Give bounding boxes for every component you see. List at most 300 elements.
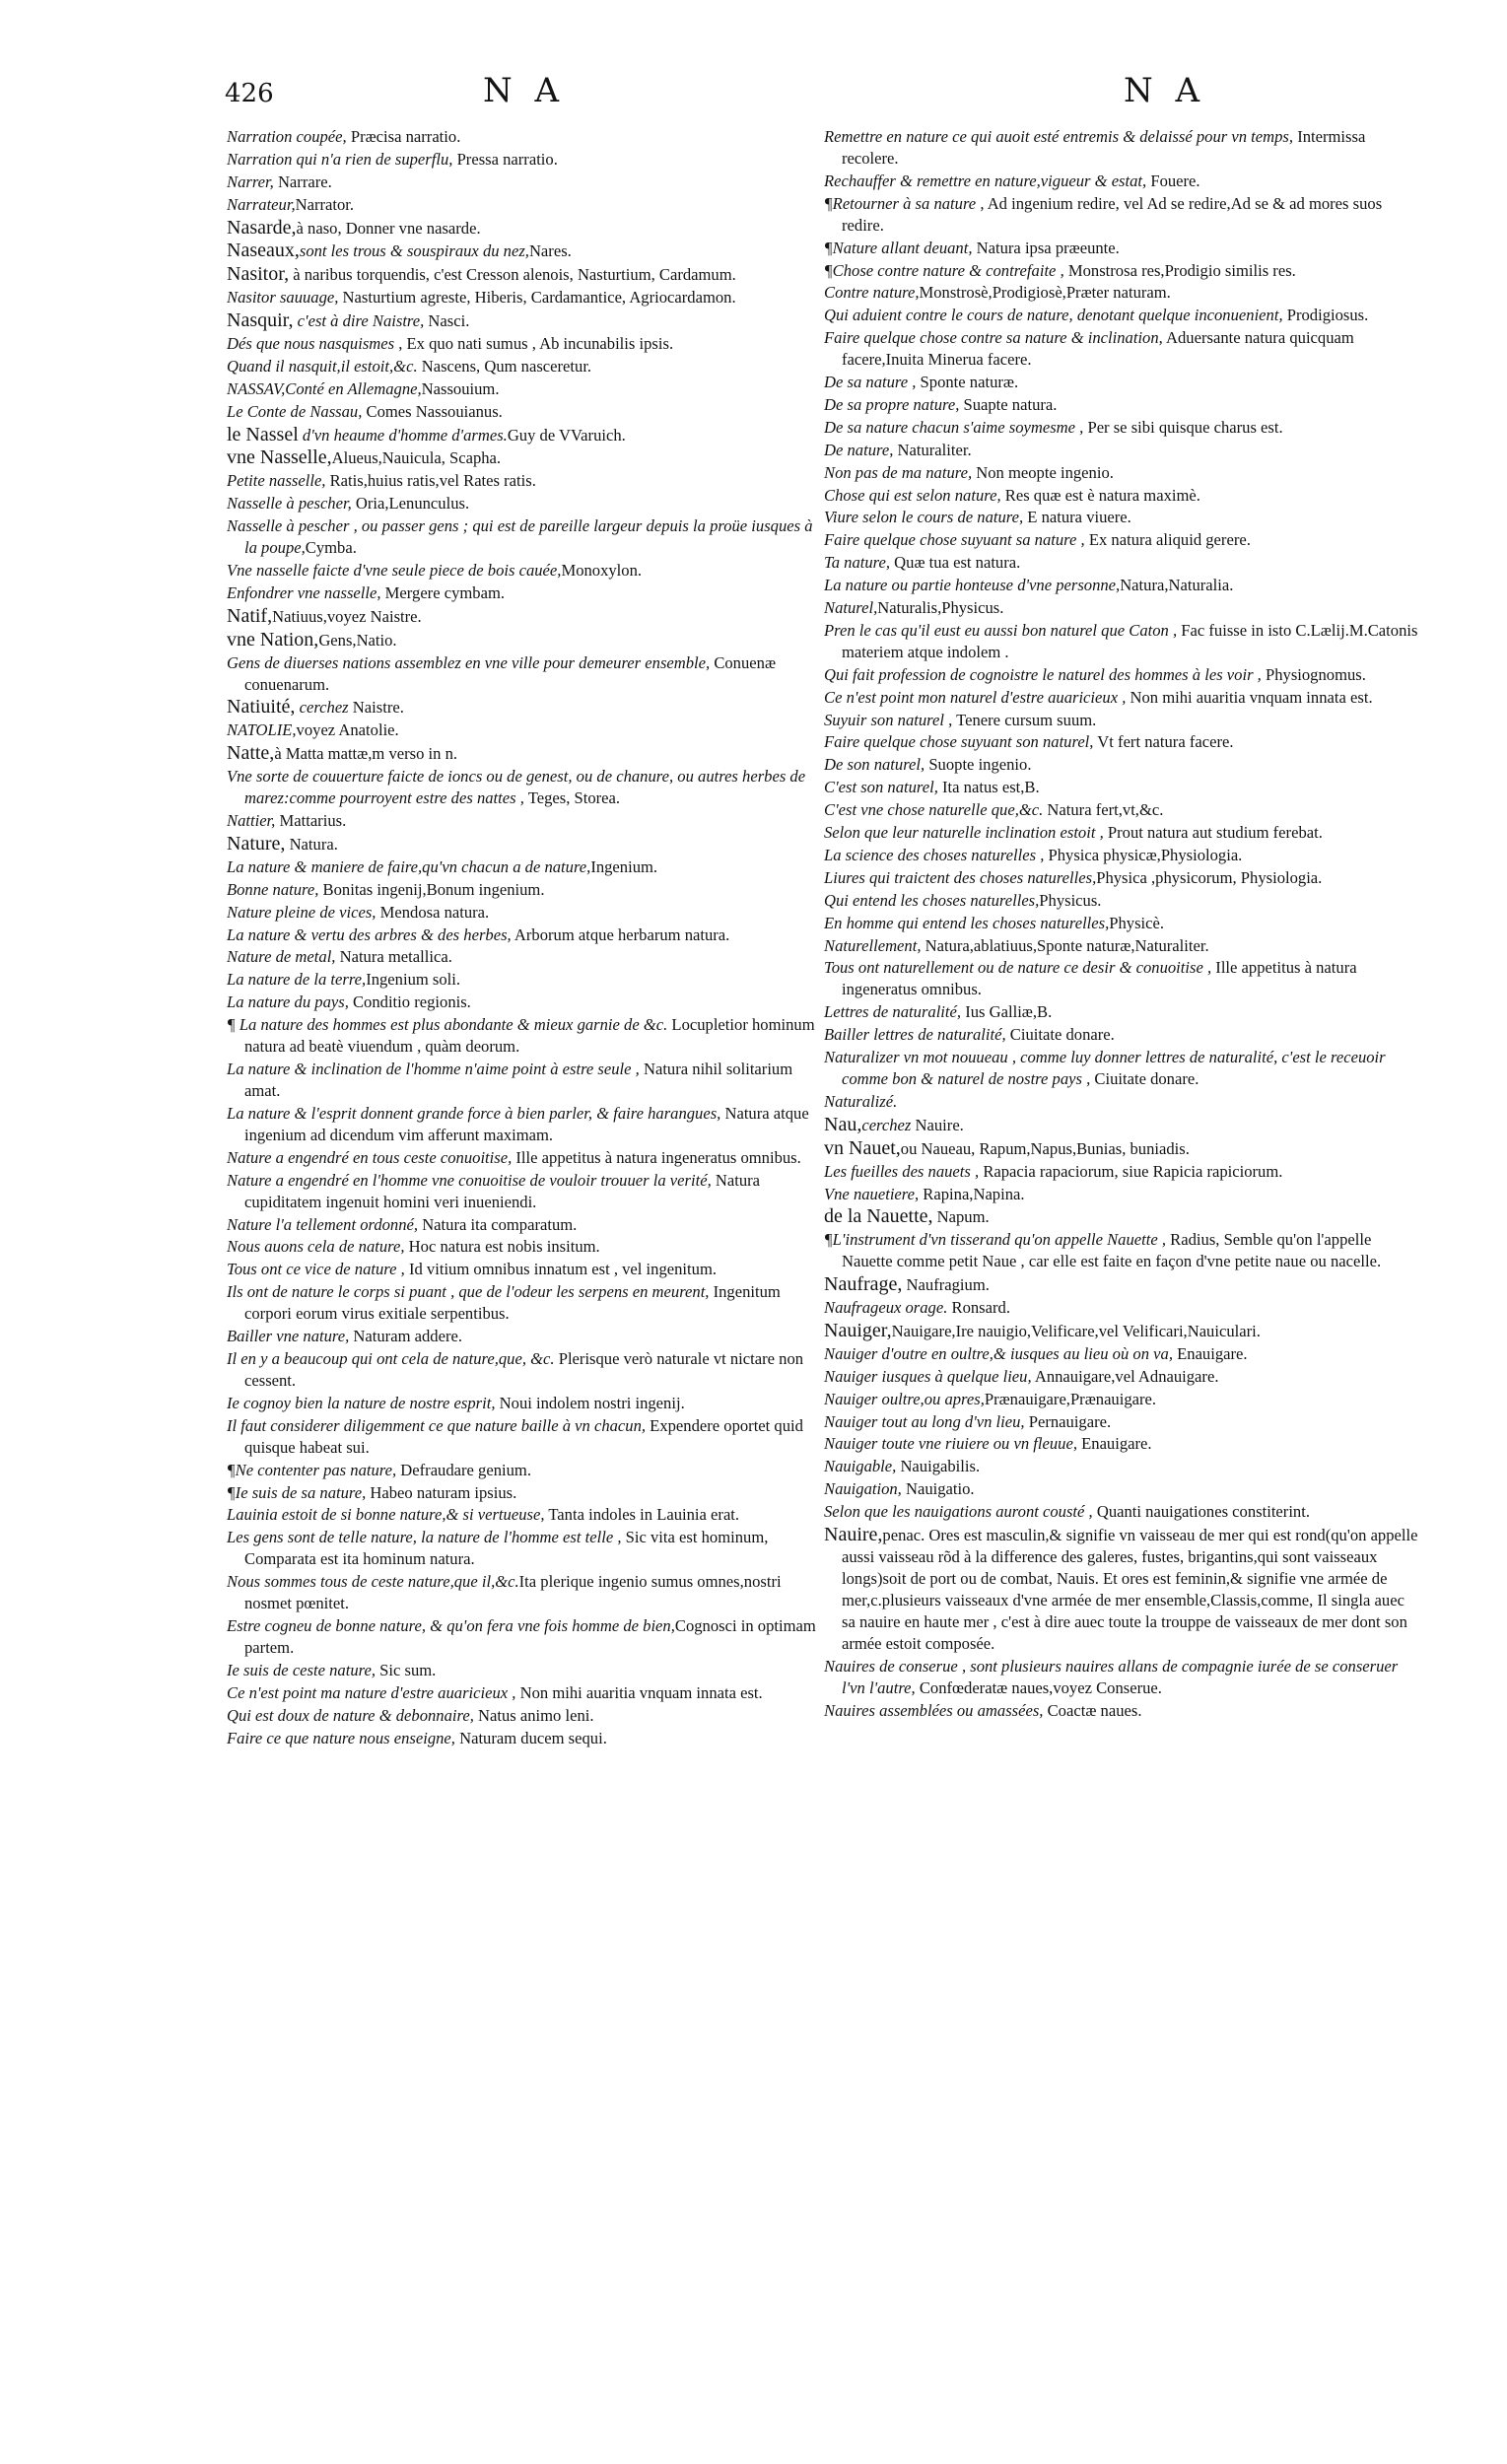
entry-latin: Bonitas ingenij,Bonum ingenium. (318, 879, 545, 899)
entry-french: ¶Nature allant deuant, (824, 238, 973, 257)
entry-french: Viure selon le cours de nature, (824, 508, 1024, 527)
entry-latin: Naufragium. (902, 1275, 990, 1295)
entry-french: Bailler vne nature, (227, 1327, 350, 1346)
entry-french: Nattier, (227, 811, 276, 831)
entry-french: Faire ce que nature nous enseigne, (227, 1728, 455, 1747)
entry-french: Nauigable, (824, 1457, 897, 1476)
entry-french: Nous sommes tous de ceste nature,que il,&c. (227, 1572, 519, 1592)
dictionary-entry (227, 1660, 818, 1681)
dictionary-entry (824, 1091, 1421, 1113)
entry-french: C'est vne chose naturelle que,&c. (824, 800, 1044, 820)
dictionary-entry (824, 867, 1421, 889)
entry-french: Suyuir son naturel , (824, 710, 953, 729)
entry-french: Nasselle à pescher, (227, 494, 352, 513)
dictionary-entry (227, 696, 818, 719)
dictionary-entry (227, 401, 818, 423)
dictionary-entry (824, 394, 1421, 416)
entry-french: Ce n'est point mon naturel d'estre auaricieux , (824, 687, 1127, 707)
dictionary-entry (227, 470, 818, 492)
dictionary-entry (227, 652, 818, 696)
entry-french: Lauinia estoit de si bonne nature,& si vertueuse, (227, 1505, 545, 1525)
entry-french: Estre cogneu de bonne nature, & qu'on fera vne fois homme de bien, (227, 1616, 675, 1636)
dictionary-entry (227, 1281, 818, 1325)
entry-headword: Nasitor, (227, 263, 290, 286)
dictionary-entry (824, 1114, 1421, 1136)
dictionary-entry (824, 1205, 1421, 1228)
entry-latin: Sponte naturæ. (916, 373, 1019, 392)
entry-latin: Narrator. (295, 194, 355, 214)
entry-latin: Quanti nauigationes constiterint. (1092, 1502, 1310, 1522)
entry-french: Liures qui traictent des choses naturelles, (824, 867, 1097, 887)
entry-french: Quand il nasquit,il estoit,&c. (227, 356, 418, 376)
entry-french: Nasselle à pescher , ou passer gens ; qui est de pareille largeur depuis la proüe iusques à la poupe, (227, 516, 813, 558)
entry-latin: Aduersante natura quicquam facere,Inuita Minerua facere. (842, 328, 1354, 370)
entry-french: Narrer, (227, 171, 274, 191)
entry-french: Naturellement, (824, 935, 922, 955)
entry-latin: Natus animo leni. (473, 1705, 594, 1725)
entry-french: Tous ont ce vice de nature , (227, 1260, 405, 1279)
entry-french: ¶Chose contre nature & contrefaite , (824, 260, 1064, 280)
entry-latin: Plerisque verò naturale vt nictare non cessent. (244, 1348, 804, 1390)
left-column (227, 126, 818, 1750)
entry-french: Nauiger toute vne riuiere ou vn fleuue, (824, 1434, 1077, 1454)
entry-latin: Locupletior hominum natura ad beatè viuendum , quàm deorum. (244, 1015, 815, 1057)
page-number: 426 (225, 79, 274, 108)
entry-french: Rechauffer & remettre en nature,vigueur & estat, (824, 171, 1147, 190)
entry-latin: Rapina,Napina. (919, 1184, 1025, 1203)
dictionary-entry (227, 582, 818, 604)
entry-french: De nature, (824, 440, 894, 459)
dictionary-entry (824, 1161, 1421, 1183)
entry-latin: Radius, Semble qu'on l'appelle Nauette comme petit Naue , car elle est faite en façon d'vne petite naue ou nacelle. (842, 1230, 1382, 1271)
dictionary-entry (824, 731, 1421, 753)
dictionary-entry (824, 1700, 1421, 1722)
dictionary-entry (824, 1297, 1421, 1319)
dictionary-entry (227, 1059, 818, 1102)
entry-latin: Nasturtium agreste, Hiberis, Cardamantice, Agriocardamon. (338, 288, 736, 308)
entry-latin: Naistre. (348, 698, 404, 718)
entry-latin: Physica physicæ,Physiologia. (1044, 845, 1243, 864)
entry-french: Naturel, (824, 598, 878, 618)
entry-french: Enfondrer vne nasselle, (227, 582, 381, 602)
entry-french: Contre nature, (824, 283, 920, 303)
dictionary-entry (227, 605, 818, 628)
dictionary-entry (824, 305, 1421, 326)
entry-french: La nature & inclination de l'homme n'aime point à estre seule , (227, 1059, 640, 1078)
dictionary-entry (824, 552, 1421, 574)
dictionary-entry (824, 754, 1421, 776)
dictionary-entry (824, 1184, 1421, 1205)
entry-latin: à naribus torquendis, c'est Cresson alenois, Nasturtium, Cardamum. (289, 265, 736, 285)
entry-french: sont les trous & souspiraux du nez, (299, 241, 529, 261)
dictionary-entry (824, 1656, 1421, 1699)
entry-french: Selon que les nauigations auront cousté , (824, 1502, 1093, 1522)
entry-latin: Mendosa natura. (376, 902, 490, 922)
dictionary-entry (824, 687, 1421, 709)
entry-latin: Physicè. (1109, 913, 1165, 932)
entry-french: c'est à dire Naistre, (293, 311, 425, 331)
entry-latin: Pressa narratio. (452, 149, 558, 169)
dictionary-entry (227, 1460, 818, 1481)
dictionary-entry (227, 446, 818, 469)
entry-french: De sa propre nature, (824, 395, 960, 415)
dictionary-entry (227, 515, 818, 559)
dictionary-entry (824, 710, 1421, 731)
entry-french: Nature l'a tellement ordonné, (227, 1214, 419, 1234)
entry-latin: Natiuus,voyez Naistre. (272, 606, 422, 626)
entry-headword: Nasquir, (227, 309, 294, 332)
dictionary-entry (227, 126, 818, 148)
dictionary-entry (227, 1527, 818, 1570)
running-head-left: N A (483, 71, 566, 110)
dictionary-entry (227, 240, 818, 262)
entry-french: Qui entend les choses naturelles, (824, 890, 1040, 910)
entry-french: Qui fait profession de cognoistre le naturel des hommes à les voir , (824, 664, 1262, 684)
entry-latin: Defraudare genium. (396, 1460, 531, 1479)
entry-french: La nature de la terre, (227, 970, 367, 990)
dictionary-entry (227, 1571, 818, 1614)
entry-latin: Fouere. (1146, 171, 1200, 190)
entry-latin: Pernauigare. (1024, 1411, 1112, 1431)
dictionary-entry (227, 1014, 818, 1058)
dictionary-entry (227, 1170, 818, 1213)
dictionary-entry (824, 935, 1421, 957)
entry-latin: Sic sum. (376, 1660, 437, 1679)
entry-latin: Prout natura aut studium ferebat. (1103, 823, 1323, 843)
entry-french: Nature a engendré en l'homme vne conuoitise de vouloir trouuer la verité, (227, 1170, 712, 1190)
entry-latin: Rapacia rapaciorum, siue Rapicia rapiciorum. (979, 1161, 1283, 1181)
dictionary-entry (227, 766, 818, 809)
dictionary-entry (227, 1147, 818, 1169)
entry-latin: Natura,ablatiuus,Sponte naturæ,Naturaliter. (921, 935, 1209, 955)
entry-french: Nous auons cela de nature, (227, 1237, 405, 1257)
entry-latin: Nasci. (424, 311, 470, 331)
dictionary-entry (824, 193, 1421, 237)
dictionary-entry (227, 719, 818, 741)
entry-french: Chose qui est selon nature, (824, 485, 1001, 505)
dictionary-entry (824, 597, 1421, 619)
entry-latin: Gens,Natio. (318, 630, 397, 650)
dictionary-entry (227, 1482, 818, 1504)
entry-french: Dés que nous nasquismes (227, 334, 395, 354)
entry-headword: Naufrage, (824, 1273, 903, 1296)
entry-latin: Cognosci in optimam partem. (244, 1616, 816, 1658)
entry-latin: Natura atque ingenium ad dicendum vim afferunt maximam. (244, 1103, 809, 1144)
dictionary-entry (227, 1615, 818, 1659)
entry-headword: Natiuité, (227, 696, 296, 719)
entry-latin: Napum. (932, 1207, 990, 1227)
entry-french: De son naturel, (824, 755, 925, 775)
entry-french: Faire quelque chose suyuant sa nature , (824, 530, 1085, 550)
entry-headword: Natif, (227, 604, 273, 627)
dictionary-entry (227, 287, 818, 308)
entry-latin: Natura. (285, 834, 338, 854)
entry-french: La nature du pays, (227, 992, 349, 1012)
dictionary-entry (824, 462, 1421, 484)
entry-headword: Naseaux, (227, 240, 300, 262)
entry-latin: Habeo naturam ipsius. (366, 1482, 517, 1502)
dictionary-entry (227, 969, 818, 991)
entry-french: ¶L'instrument d'vn tisserand qu'on appelle Nauette , (824, 1230, 1167, 1250)
dictionary-entry (227, 217, 818, 240)
entry-french: Naturalizer vn mot nouueau , comme luy donner lettres de naturalité, c'est le receuoir comme bon & naturel de nostre pays , (824, 1048, 1386, 1089)
dictionary-entry (227, 356, 818, 377)
entry-headword: Nasarde, (227, 216, 297, 239)
entry-french: Nauigation, (824, 1479, 902, 1499)
entry-french: ¶Ne contenter pas nature, (227, 1460, 397, 1479)
entry-french: Ta nature, (824, 553, 891, 573)
entry-french: Remettre en nature ce qui auoit esté entremis & delaissé pour vn temps, (824, 127, 1294, 146)
entry-headword: Nauire, (824, 1523, 883, 1545)
entry-latin: Tenere cursum suum. (952, 710, 1097, 729)
entry-french: cerchez (295, 698, 349, 718)
dictionary-entry (824, 1411, 1421, 1433)
entry-latin: Nauire. (911, 1115, 964, 1134)
entry-latin: Hoc natura est nobis insitum. (404, 1237, 600, 1257)
entry-french: Qui aduient contre le cours de nature, denotant quelque inconuenient, (824, 306, 1283, 325)
entry-latin: Natura,Naturalia. (1120, 576, 1234, 595)
entry-french: Ie suis de ceste nature, (227, 1660, 376, 1679)
entry-latin: Physiognomus. (1261, 664, 1366, 684)
entry-latin: Nares. (528, 241, 572, 261)
entry-latin: Cymba. (305, 538, 357, 558)
dictionary-entry (824, 845, 1421, 866)
entry-french: Nature a engendré en tous ceste conuoitise, (227, 1147, 513, 1167)
dictionary-entry (824, 1343, 1421, 1365)
entry-french: Narration qui n'a rien de superflu, (227, 149, 453, 169)
dictionary-entry (227, 309, 818, 332)
entry-french: Petite nasselle, (227, 471, 326, 491)
entry-latin: Id vitium omnibus innatum est , vel ingenitum. (404, 1260, 717, 1279)
entry-latin: Prodigiosus. (1282, 306, 1369, 325)
entry-latin: Monoxylon. (561, 561, 643, 581)
entry-latin: Ex natura aliquid gerere. (1084, 530, 1251, 550)
dictionary-entry (227, 333, 818, 355)
entry-french: Nature pleine de vices, (227, 902, 377, 922)
entry-french: ¶Ie suis de sa nature, (227, 1482, 367, 1502)
entry-latin: Ingenium soli. (366, 970, 461, 990)
entry-latin: Monstrosè,Prodigiosè,Præter naturam. (919, 283, 1171, 303)
dictionary-entry (824, 1501, 1421, 1523)
dictionary-entry (227, 992, 818, 1013)
dictionary-entry (227, 1236, 818, 1258)
entry-latin: Ronsard. (947, 1298, 1010, 1318)
entry-french: De sa nature , (824, 373, 917, 392)
entry-latin: Nauigatio. (901, 1479, 975, 1499)
entry-latin: Nauigare,Ire nauigio,Velificare,vel Velificari,Nauiculari. (891, 1321, 1261, 1340)
dictionary-entry (227, 742, 818, 765)
entry-french: Gens de diuerses nations assemblez en vne ville pour demeurer ensemble, (227, 652, 711, 672)
dictionary-entry (824, 529, 1421, 551)
entry-french: Ils ont de nature le corps si puant , que de l'odeur les serpens en meurent, (227, 1282, 710, 1302)
entry-latin: Natura nihil solitarium amat. (244, 1059, 793, 1100)
entry-french: Vne sorte de couuerture faicte de ioncs ou de genest, ou de chanure, ou autres herbes de marez:comme pourroyent estre des nattes , (227, 767, 806, 808)
dictionary-entry (227, 833, 818, 856)
entry-latin: voyez Anatolie. (296, 720, 399, 740)
dictionary-entry (227, 194, 818, 216)
dictionary-entry (227, 1415, 818, 1459)
entry-french: La nature & l'esprit donnent grande force à bien parler, & faire harangues, (227, 1103, 721, 1123)
entry-latin: Oria,Lenunculus. (351, 494, 470, 513)
entry-french: Les fueilles des nauets , (824, 1161, 980, 1181)
entry-french: La nature & vertu des arbres & des herbes, (227, 924, 512, 944)
entry-headword: vne Nation, (227, 628, 319, 650)
entry-french: Nauires de conserue , sont plusieurs nauires allans de compagnie iurée de se conseruer l'vn l'autre, (824, 1656, 1399, 1697)
entry-french: ¶Retourner à sa nature , (824, 193, 985, 213)
entry-latin: ou Naueau, Rapum,Napus,Bunias, buniadis. (900, 1138, 1190, 1158)
entry-latin: Natura ita comparatum. (418, 1214, 578, 1234)
entry-french: Ce n'est point ma nature d'estre auaricieux , (227, 1682, 516, 1702)
right-column (824, 126, 1421, 1723)
entry-latin: à naso, Donner vne nasarde. (296, 218, 481, 238)
entry-latin: Per se sibi quisque charus est. (1083, 417, 1283, 437)
entry-latin: Annauigare,vel Adnauigare. (1031, 1366, 1219, 1386)
entry-headword: Nau, (824, 1113, 862, 1135)
entry-french: C'est son naturel, (824, 778, 938, 797)
dictionary-entry (824, 1024, 1421, 1046)
dictionary-entry (824, 1137, 1421, 1160)
dictionary-entry (824, 1320, 1421, 1342)
entry-latin: Natura metallica. (335, 947, 452, 967)
entry-french: Faire quelque chose suyuant son naturel, (824, 732, 1094, 752)
entry-headword: Natte, (227, 742, 275, 765)
entry-latin: Prænauigare,Prænauigare. (984, 1389, 1157, 1408)
entry-french: La nature ou partie honteuse d'vne personne, (824, 576, 1121, 595)
entry-latin: Narrare. (273, 171, 332, 191)
entry-french: Nauiger oultre,ou apres, (824, 1389, 985, 1408)
entry-latin: Conuenæ conuenarum. (244, 652, 777, 694)
entry-latin: Comes Nassouianus. (362, 401, 503, 421)
dictionary-entry (227, 902, 818, 924)
entry-latin: Guy de VVaruich. (507, 425, 626, 445)
entry-latin: Sic vita est hominum, Comparata est ita hominum natura. (244, 1528, 769, 1569)
dictionary-entry (227, 1214, 818, 1236)
dictionary-entry (824, 1524, 1421, 1655)
entry-latin: Ciuitate donare. (1005, 1025, 1115, 1045)
dictionary-entry (824, 507, 1421, 528)
dictionary-entry (227, 560, 818, 582)
entry-latin: Confœderatæ naues,voyez Conserue. (915, 1677, 1162, 1697)
entry-latin: Vt fert natura facere. (1093, 732, 1234, 752)
entry-latin: Enauigare. (1076, 1434, 1152, 1454)
entry-latin: Ille appetitus à natura ingeneratus omnibus. (512, 1147, 801, 1167)
dictionary-entry (824, 1229, 1421, 1272)
entry-french: Ie cognoy bien la nature de nostre esprit, (227, 1393, 496, 1412)
entry-latin: Coactæ naues. (1043, 1700, 1142, 1720)
dictionary-entry (824, 485, 1421, 507)
entry-french: Naturalizé. (824, 1091, 898, 1111)
entry-french: Non pas de ma nature, (824, 462, 973, 482)
dictionary-entry (824, 260, 1421, 282)
dictionary-entry (824, 126, 1421, 170)
entry-latin: Non mihi auaritia vnquam innata est. (515, 1682, 763, 1702)
entry-headword: vn Nauet, (824, 1136, 901, 1159)
running-head-right: N A (1124, 71, 1206, 110)
dictionary-entry (824, 1456, 1421, 1477)
entry-french: Les gens sont de telle nature, la nature de l'homme est telle , (227, 1528, 622, 1547)
dictionary-entry (824, 777, 1421, 798)
entry-latin: Naturam addere. (349, 1327, 462, 1346)
dictionary-entry (227, 1348, 818, 1392)
entry-latin: Ratis,huius ratis,vel Rates ratis. (325, 471, 536, 491)
entry-latin: Natura fert,vt,&c. (1043, 800, 1164, 820)
dictionary-entry (227, 1728, 818, 1749)
entry-latin: à Matta mattæ,m verso in n. (274, 744, 458, 764)
entry-latin: Mergere cymbam. (380, 582, 506, 602)
entry-latin: Intermissa recolere. (842, 127, 1366, 168)
dictionary-entry (227, 946, 818, 968)
entry-headword: Nauiger, (824, 1319, 892, 1341)
dictionary-entry (824, 327, 1421, 371)
dictionary-entry (824, 1389, 1421, 1410)
entry-french: Narration coupée, (227, 127, 347, 146)
dictionary-entry (824, 913, 1421, 934)
entry-latin: Ingenium. (590, 856, 658, 876)
entry-latin: Ius Galliæ,B. (961, 1002, 1053, 1022)
dictionary-entry (824, 1433, 1421, 1455)
dictionary-entry (824, 957, 1421, 1000)
entry-french: Il faut considerer diligemment ce que nature baille à vn chacun, (227, 1415, 647, 1435)
entry-latin: Natura ipsa præeunte. (972, 238, 1120, 257)
dictionary-entry (227, 629, 818, 651)
dictionary-entry (824, 238, 1421, 259)
entry-latin: Non mihi auaritia vnquam innata est. (1126, 687, 1373, 707)
entry-latin: Nauigabilis. (896, 1457, 981, 1476)
entry-latin: Naturaliter. (893, 440, 972, 459)
dictionary-entry (227, 924, 818, 946)
dictionary-entry (227, 424, 818, 446)
dictionary-entry (824, 664, 1421, 686)
dictionary-entry (227, 149, 818, 171)
entry-french: Le Conte de Nassau, (227, 401, 363, 421)
dictionary-entry (824, 575, 1421, 596)
entry-latin: Monstrosa res,Prodigio similis res. (1063, 260, 1296, 280)
dictionary-entry (824, 372, 1421, 393)
entry-french: Narrateur, (227, 194, 296, 214)
dictionary-entry (824, 1478, 1421, 1500)
dictionary-entry (227, 263, 818, 286)
entry-headword: le Nassel (227, 423, 299, 445)
dictionary-entry (227, 1259, 818, 1280)
entry-latin: Physica ,physicorum, Physiologia. (1096, 867, 1323, 887)
entry-french: Nauiger tout au long d'vn lieu, (824, 1411, 1025, 1431)
dictionary-entry (227, 1326, 818, 1347)
entry-latin: Arborum atque herbarum natura. (511, 924, 730, 944)
dictionary-entry (824, 282, 1421, 304)
entry-latin: E natura viuere. (1023, 508, 1131, 527)
dictionary-entry (824, 620, 1421, 663)
entry-french: Vne nauetiere, (824, 1184, 920, 1203)
entry-latin: Ille appetitus à natura ingeneratus omnibus. (842, 958, 1357, 999)
entry-french: cerchez (861, 1115, 912, 1134)
entry-latin: Alueus,Nauicula, Scapha. (331, 448, 502, 468)
dictionary-entry (227, 1705, 818, 1727)
dictionary-entry (824, 890, 1421, 912)
dictionary-entry (824, 799, 1421, 821)
entry-french: Vne nasselle faicte d'vne seule piece de bois cauée, (227, 561, 562, 581)
entry-latin: , Ex quo nati sumus , Ab incunabilis ipsis. (394, 334, 674, 354)
dictionary-entry (227, 856, 818, 878)
entry-french: Tous ont naturellement ou de nature ce desir & conuoitise , (824, 958, 1212, 978)
entry-latin: Noui indolem nostri ingenij. (495, 1393, 685, 1412)
dictionary-entry (227, 493, 818, 514)
entry-french: Qui est doux de nature & debonnaire, (227, 1705, 474, 1725)
entry-latin: Expendere oportet quid quisque habeat sui. (244, 1415, 803, 1457)
entry-headword: Nature, (227, 832, 286, 855)
entry-latin: Teges, Storea. (523, 788, 621, 808)
dictionary-entry (824, 171, 1421, 192)
entry-latin: Naturam ducem sequi. (454, 1728, 607, 1747)
